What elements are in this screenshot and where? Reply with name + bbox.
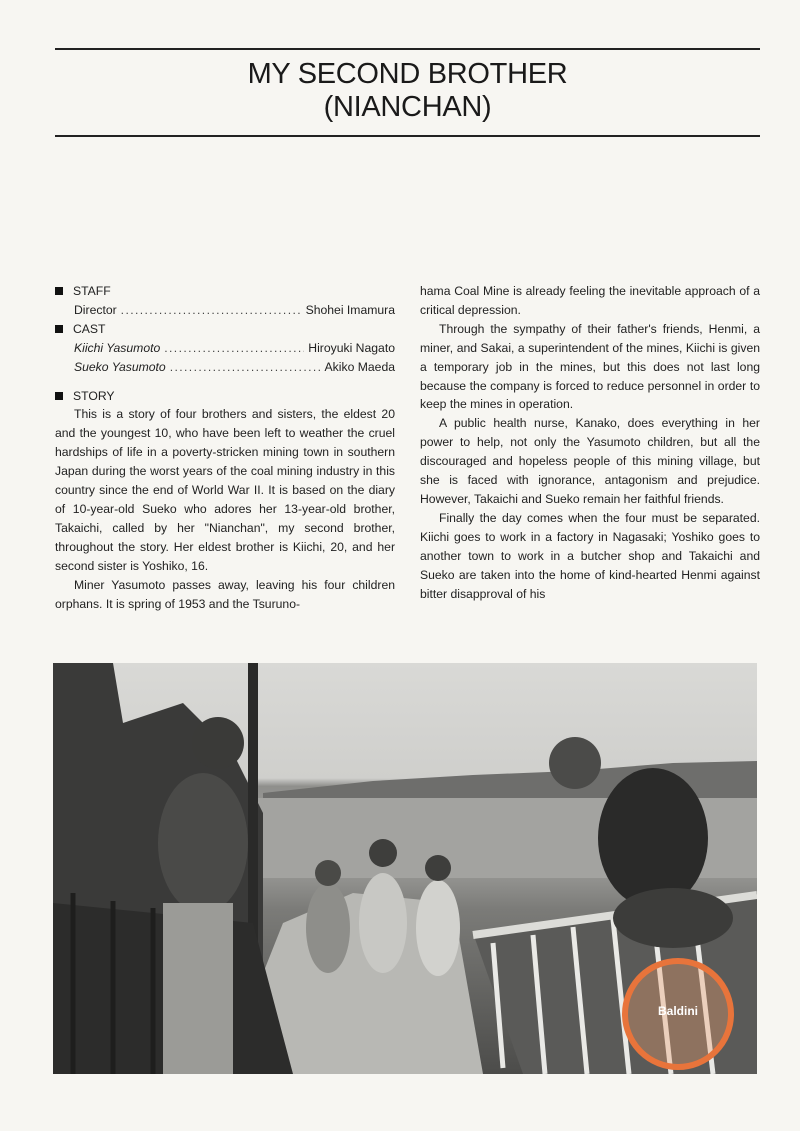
left-column (55, 282, 395, 613)
cast-credit: Sueko Yasumoto . . . Akiko Maeda (55, 358, 395, 377)
top-rule (55, 48, 760, 50)
bullet-square-icon (55, 325, 63, 333)
cast-heading: CAST (55, 320, 395, 339)
watermark-stamp (622, 958, 734, 1070)
story-paragraph: hama Coal Mine is already feeling the inevitable approach of a critical depression. (420, 284, 760, 317)
story-paragraph: A public health nurse, Kanako, does everything in her power to help, not only the Yasumoto children, but all the discouraged and hopeless people of this mining village, but she is faced with ignorance, antagonism and prejudice. However, Takaichi and Sueko remain her faithful friends. (420, 416, 760, 506)
title-line-1: MY SECOND BROTHER (247, 58, 568, 90)
bullet-square-icon (55, 287, 63, 295)
leader-dots (170, 358, 321, 377)
story-paragraph: This is a story of four brothers and sisters, the eldest 20 and the youngest 10, who have been left to weather the cruel hardships of life in a poverty-stricken mining town in southern Japan during the worst years of the coal mining industry in this country since the end of World War II. It is based on the diary of 10-year-old Sueko who adores her 13-year-old brother, Takaichi, called by her "Nianchan", my second brother, throughout the story. Her eldest brother is Kiichi, 20, and her second sister is Yoshiko, 16. (55, 407, 395, 573)
story-paragraph: Miner Yasumoto passes away, leaving his four children orphans. It is spring of 1953 and the Tsuruno- (55, 577, 395, 611)
cast-credit: Kiichi Yasumoto . . . Hiroyuki Nagato (55, 339, 395, 358)
right-column (420, 282, 760, 603)
leader-dots (164, 339, 304, 358)
story-paragraph: Finally the day comes when the four must be separated. Kiichi goes to work in a factory in Nagasaki; Yoshiko goes to another town to work in a butcher shop and Takaichi and Sueko are taken into the home of kind-hearted Henmi against bitter disapproval of his (420, 510, 760, 601)
story-heading: STORY (55, 387, 395, 406)
bullet-square-icon (55, 392, 63, 400)
director-credit: Director . . . Shohei Imamura (55, 301, 395, 320)
staff-heading: STAFF (55, 282, 395, 301)
title-line-2: (NIANCHAN) (323, 91, 492, 123)
story-paragraph: Through the sympathy of their father's friends, Henmi, a miner, and Sakai, a superintendent of the mines, Kiichi is given a temporary job in the mines, but this does not last long because the company is forced to reduce personnel in order to keep the mines in operation. (420, 321, 760, 412)
watermark-label: Baldini (657, 1004, 698, 1018)
leader-dots (121, 301, 302, 320)
page-title (55, 58, 760, 124)
bottom-rule (55, 135, 760, 137)
